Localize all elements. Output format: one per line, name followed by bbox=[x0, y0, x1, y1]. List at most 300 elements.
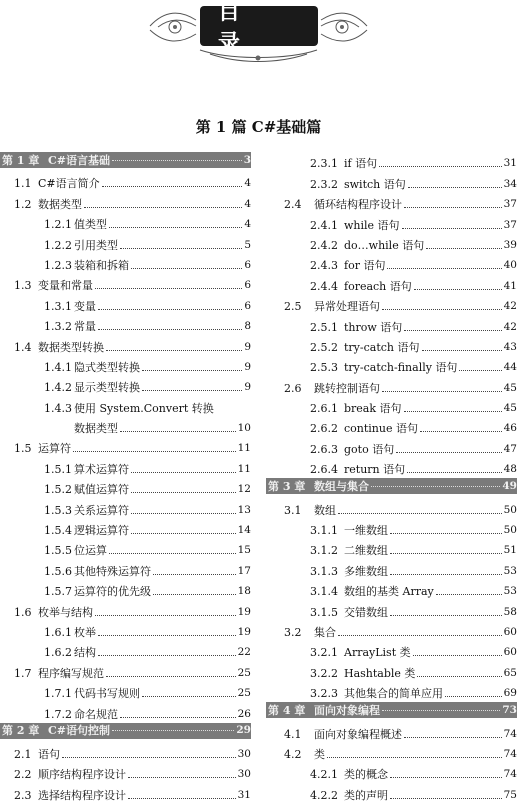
dot-leader bbox=[112, 730, 234, 731]
toc-entry[interactable] bbox=[0, 211, 251, 231]
toc-entry-title: 常量 bbox=[74, 320, 96, 334]
toc-entry-page: 25 bbox=[237, 687, 251, 700]
toc-entry[interactable] bbox=[0, 231, 251, 251]
toc-entry-title: C#语句控制 bbox=[48, 724, 110, 738]
toc-chapter-entry[interactable] bbox=[0, 723, 251, 739]
toc-entry-number: 1.6 bbox=[14, 605, 32, 619]
toc-entry[interactable] bbox=[266, 354, 517, 374]
toc-entry-number: 1.5.3 bbox=[44, 503, 72, 517]
toc-entry-page: 34 bbox=[503, 177, 517, 190]
toc-entry-number: 2.4.1 bbox=[310, 218, 338, 232]
dot-leader bbox=[379, 166, 502, 167]
dot-leader bbox=[142, 370, 242, 371]
toc-entry[interactable] bbox=[0, 476, 251, 496]
toc-entry-number: 3.2 bbox=[284, 625, 302, 639]
toc-entry-title: 数据类型 bbox=[74, 422, 118, 436]
toc-entry-title: 其他特殊运算符 bbox=[74, 564, 151, 578]
toc-entry-page: 42 bbox=[503, 320, 517, 333]
toc-entry-page: 65 bbox=[503, 666, 517, 679]
dot-leader bbox=[371, 486, 500, 487]
toc-entry[interactable] bbox=[266, 211, 517, 231]
toc-entry-page: 11 bbox=[237, 462, 251, 475]
toc-entry-title: 交错数组 bbox=[344, 605, 388, 619]
dot-leader bbox=[382, 309, 502, 310]
toc-entry[interactable] bbox=[266, 639, 517, 659]
toc-entry-title: 跳转控制语句 bbox=[314, 381, 380, 395]
toc-entry-page: 18 bbox=[237, 585, 251, 598]
toc-entry-page: 45 bbox=[503, 381, 517, 394]
toc-entry-page: 5 bbox=[244, 238, 251, 251]
toc-entry[interactable] bbox=[266, 293, 517, 313]
toc-entry[interactable] bbox=[266, 659, 517, 679]
toc-entry-page: 53 bbox=[503, 585, 517, 598]
toc-entry-number: 1.7.2 bbox=[44, 707, 72, 721]
toc-entry-title: 位运算 bbox=[74, 544, 107, 558]
dot-leader bbox=[404, 207, 502, 208]
toc-entry-number: 1.2.1 bbox=[44, 218, 72, 232]
dot-leader bbox=[338, 513, 502, 514]
toc-entry[interactable] bbox=[266, 395, 517, 415]
toc-entry[interactable] bbox=[266, 334, 517, 354]
toc-entry[interactable] bbox=[266, 761, 517, 781]
toc-entry[interactable] bbox=[0, 292, 251, 312]
toc-entry-title: 面向对象编程 bbox=[314, 703, 380, 717]
toc-entry-number: 2.6.2 bbox=[310, 422, 338, 436]
toc-heading: 目 录 bbox=[200, 6, 318, 46]
dot-leader bbox=[390, 533, 502, 534]
dot-leader bbox=[131, 533, 236, 534]
toc-entry[interactable] bbox=[0, 374, 251, 394]
dot-leader bbox=[102, 186, 243, 187]
dot-leader bbox=[417, 676, 501, 677]
dot-leader bbox=[128, 777, 236, 778]
toc-entry-number: 3.1.3 bbox=[310, 564, 338, 578]
dot-leader bbox=[422, 350, 502, 351]
dot-leader bbox=[142, 390, 242, 391]
toc-entry-page: 44 bbox=[503, 361, 517, 374]
toc-entry-page: 48 bbox=[503, 463, 517, 476]
dot-leader bbox=[404, 330, 501, 331]
toc-entry[interactable] bbox=[266, 741, 517, 761]
toc-entry-title: 运算符 bbox=[38, 442, 71, 456]
dot-leader bbox=[131, 268, 242, 269]
dot-leader bbox=[98, 635, 236, 636]
toc-entry-number: 2.3.1 bbox=[310, 157, 338, 171]
toc-entry[interactable] bbox=[266, 720, 517, 740]
toc-entry-number: 4.1 bbox=[284, 727, 302, 741]
toc-entry-page: 14 bbox=[237, 524, 251, 537]
toc-entry[interactable] bbox=[0, 496, 251, 516]
toc-entry-page: 6 bbox=[244, 299, 251, 312]
toc-entry-number: 第 2 章 bbox=[2, 724, 40, 738]
toc-entry-title: if 语句 bbox=[344, 157, 378, 171]
dot-leader bbox=[98, 655, 236, 656]
toc-entry-number: 1.5.6 bbox=[44, 564, 72, 578]
dot-leader bbox=[120, 717, 236, 718]
toc-entry-page: 6 bbox=[244, 258, 251, 271]
toc-entry[interactable] bbox=[266, 557, 517, 577]
toc-chapter-entry[interactable] bbox=[266, 478, 517, 494]
dot-leader bbox=[109, 227, 242, 228]
toc-entry[interactable] bbox=[0, 619, 251, 639]
toc-entry[interactable] bbox=[0, 394, 251, 414]
toc-entry-title: 顺序结构程序设计 bbox=[38, 768, 126, 782]
dot-leader bbox=[131, 492, 236, 493]
dot-leader bbox=[387, 268, 501, 269]
toc-entry-page: 30 bbox=[237, 768, 251, 781]
toc-entry-title: 值类型 bbox=[74, 218, 107, 232]
toc-entry[interactable] bbox=[266, 781, 517, 801]
toc-entry-title: 代码书写规则 bbox=[74, 687, 140, 701]
toc-entry[interactable] bbox=[266, 170, 517, 190]
dot-leader bbox=[106, 676, 236, 677]
toc-entry-number: 1.4 bbox=[14, 340, 32, 354]
toc-entry-page: 42 bbox=[503, 300, 517, 313]
dot-leader bbox=[142, 696, 236, 697]
toc-entry[interactable] bbox=[266, 537, 517, 557]
toc-entry-page: 19 bbox=[237, 625, 251, 638]
dot-leader bbox=[120, 431, 236, 432]
toc-entry[interactable] bbox=[0, 680, 251, 700]
toc-entry-page: 31 bbox=[237, 788, 251, 801]
dot-leader bbox=[73, 451, 236, 452]
dot-leader bbox=[62, 757, 236, 758]
toc-entry-page: 39 bbox=[503, 238, 517, 251]
toc-left-column bbox=[0, 150, 251, 802]
toc-entry-title: 面向对象编程概述 bbox=[314, 727, 402, 741]
toc-entry-title: 数组的基类 Array bbox=[344, 585, 434, 599]
toc-entry[interactable] bbox=[266, 496, 517, 516]
toc-entry-title: 其他集合的简单应用 bbox=[344, 687, 443, 701]
toc-entry-number: 1.3.1 bbox=[44, 299, 72, 313]
toc-entry[interactable] bbox=[0, 272, 251, 292]
toc-entry-title: 引用类型 bbox=[74, 238, 118, 252]
toc-entry-title: 枚举与结构 bbox=[38, 605, 93, 619]
toc-entry-title: 类的概念 bbox=[344, 768, 388, 782]
toc-entry[interactable] bbox=[0, 557, 251, 577]
toc-entry-page: 22 bbox=[237, 646, 251, 659]
toc-entry-number: 1.2 bbox=[14, 197, 32, 211]
dot-leader bbox=[109, 553, 236, 554]
toc-entry-title: break 语句 bbox=[344, 402, 402, 416]
toc-entry[interactable] bbox=[0, 700, 251, 720]
toc-entry-page: 37 bbox=[503, 218, 517, 231]
toc-entry-number: 1.5.7 bbox=[44, 585, 72, 599]
toc-entry-title: try-catch 语句 bbox=[344, 340, 420, 354]
toc-entry-title: 数据类型 bbox=[38, 197, 82, 211]
dot-leader bbox=[408, 187, 502, 188]
toc-entry-number: 2.4 bbox=[284, 198, 302, 212]
toc-entry-title: ArrayList 类 bbox=[344, 646, 411, 660]
toc-entry-title: switch 语句 bbox=[344, 177, 406, 191]
toc-entry-number: 3.1.2 bbox=[310, 544, 338, 558]
toc-entry-title: 集合 bbox=[314, 625, 336, 639]
toc-entry[interactable] bbox=[0, 598, 251, 618]
toc-entry-number: 1.4.2 bbox=[44, 381, 72, 395]
toc-entry-title: 逻辑运算符 bbox=[74, 524, 129, 538]
toc-entry-title: 算术运算符 bbox=[74, 462, 129, 476]
toc-entry-page: 43 bbox=[503, 340, 517, 353]
toc-entry-title: for 语句 bbox=[344, 259, 386, 273]
dot-leader bbox=[404, 411, 502, 412]
toc-entry-number: 2.5.3 bbox=[310, 361, 338, 375]
toc-entry-number: 2.3 bbox=[14, 788, 32, 802]
toc-entry-title: 变量 bbox=[74, 299, 96, 313]
toc-entry-page: 4 bbox=[244, 177, 251, 190]
toc-entry-title: 数据类型转换 bbox=[38, 340, 104, 354]
toc-entry-number: 1.5.2 bbox=[44, 483, 72, 497]
toc-entry[interactable] bbox=[0, 455, 251, 475]
toc-entry-page: 6 bbox=[244, 279, 251, 292]
toc-entry-title: 类 bbox=[314, 747, 325, 761]
toc-entry-page: 30 bbox=[237, 747, 251, 760]
toc-entry-number: 2.3.2 bbox=[310, 177, 338, 191]
dot-leader bbox=[407, 472, 502, 473]
dot-leader bbox=[390, 553, 502, 554]
toc-entry-title: C#语言基础 bbox=[48, 153, 110, 167]
toc-entry[interactable] bbox=[266, 150, 517, 170]
toc-chapter-entry[interactable] bbox=[266, 702, 517, 718]
dot-leader bbox=[390, 574, 502, 575]
toc-entry-page: 69 bbox=[503, 687, 517, 700]
toc-entry-title: 数组与集合 bbox=[314, 479, 369, 493]
toc-entry[interactable] bbox=[266, 619, 517, 639]
toc-entry[interactable] bbox=[0, 578, 251, 598]
toc-entry-number: 3.1.4 bbox=[310, 585, 338, 599]
dot-leader bbox=[436, 594, 502, 595]
toc-entry[interactable] bbox=[266, 680, 517, 700]
toc-entry-number: 4.2 bbox=[284, 747, 302, 761]
toc-entry-page: 60 bbox=[503, 625, 517, 638]
toc-entry-page: 74 bbox=[503, 747, 517, 760]
toc-entry-page: 47 bbox=[503, 442, 517, 455]
dot-leader bbox=[131, 472, 236, 473]
toc-entry-page: 50 bbox=[503, 503, 517, 516]
toc-entry-page: 74 bbox=[503, 727, 517, 740]
toc-entry-page: 74 bbox=[503, 768, 517, 781]
toc-entry-page: 45 bbox=[503, 402, 517, 415]
toc-entry[interactable] bbox=[0, 639, 251, 659]
dot-leader bbox=[106, 350, 242, 351]
toc-entry-number: 1.1 bbox=[14, 177, 32, 191]
toc-entry-page: 10 bbox=[237, 422, 251, 435]
toc-entry-number: 1.7.1 bbox=[44, 687, 72, 701]
toc-entry-number: 1.4.3 bbox=[44, 401, 72, 415]
toc-entry-page: 19 bbox=[237, 605, 251, 618]
dot-leader bbox=[402, 228, 502, 229]
toc-entry-page: 9 bbox=[244, 360, 251, 373]
toc-entry-number: 2.4.2 bbox=[310, 238, 338, 252]
dot-leader bbox=[95, 288, 242, 289]
dot-leader bbox=[459, 370, 501, 371]
toc-entry[interactable] bbox=[0, 190, 251, 210]
toc-entry[interactable] bbox=[266, 517, 517, 537]
toc-entry[interactable] bbox=[0, 537, 251, 557]
toc-entry[interactable] bbox=[0, 659, 251, 679]
toc-entry-title: 类的声明 bbox=[344, 788, 388, 802]
toc-entry-title: 选择结构程序设计 bbox=[38, 788, 126, 802]
toc-entry-number: 2.4.4 bbox=[310, 279, 338, 293]
toc-entry[interactable] bbox=[266, 578, 517, 598]
toc-entry[interactable] bbox=[266, 415, 517, 435]
toc-entry[interactable] bbox=[0, 415, 251, 435]
dot-leader bbox=[413, 655, 502, 656]
toc-entry-number: 第 3 章 bbox=[268, 479, 306, 493]
toc-entry-page: 15 bbox=[237, 544, 251, 557]
toc-entry[interactable] bbox=[266, 272, 517, 292]
toc-entry-title: 数组 bbox=[314, 503, 336, 517]
dot-leader bbox=[84, 207, 242, 208]
toc-entry[interactable] bbox=[266, 252, 517, 272]
toc-entry-number: 1.5.5 bbox=[44, 544, 72, 558]
toc-entry-number: 1.5.4 bbox=[44, 524, 72, 538]
dot-leader bbox=[128, 798, 236, 799]
toc-entry-title: 变量和常量 bbox=[38, 279, 93, 293]
toc-entry[interactable] bbox=[266, 313, 517, 333]
toc-chapter-entry[interactable] bbox=[0, 152, 251, 168]
toc-entry[interactable] bbox=[0, 781, 251, 801]
toc-entry[interactable] bbox=[0, 435, 251, 455]
dot-leader bbox=[95, 615, 236, 616]
toc-entry-page: 9 bbox=[244, 381, 251, 394]
toc-entry-number: 3.2.1 bbox=[310, 646, 338, 660]
toc-entry-page: 13 bbox=[237, 503, 251, 516]
dot-leader bbox=[414, 289, 502, 290]
toc-entry[interactable] bbox=[0, 741, 251, 761]
toc-entry-page: 9 bbox=[244, 340, 251, 353]
toc-entry-title: 命名规范 bbox=[74, 707, 118, 721]
dot-leader bbox=[120, 248, 242, 249]
dot-leader bbox=[396, 452, 501, 453]
toc-entry[interactable] bbox=[0, 170, 251, 190]
toc-entry-number: 2.4.3 bbox=[310, 259, 338, 273]
toc-right-column bbox=[266, 150, 517, 802]
toc-entry-number: 1.3 bbox=[14, 279, 32, 293]
toc-entry-page: 37 bbox=[503, 198, 517, 211]
toc-entry-page: 60 bbox=[503, 646, 517, 659]
toc-entry[interactable] bbox=[266, 598, 517, 618]
toc-entry-number: 2.1 bbox=[14, 747, 32, 761]
toc-entry-page: 11 bbox=[237, 442, 251, 455]
toc-entry-number: 2.2 bbox=[14, 768, 32, 782]
toc-entry-page: 75 bbox=[503, 788, 517, 801]
toc-entry-number: 2.5.1 bbox=[310, 320, 338, 334]
toc-entry-title: 结构 bbox=[74, 646, 96, 660]
toc-entry[interactable] bbox=[266, 191, 517, 211]
dot-leader bbox=[131, 513, 236, 514]
dot-leader bbox=[390, 798, 502, 799]
toc-entry-title: try-catch-finally 语句 bbox=[344, 361, 458, 375]
toc-entry[interactable] bbox=[0, 313, 251, 333]
toc-entry-title: 赋值运算符 bbox=[74, 483, 129, 497]
toc-entry[interactable] bbox=[266, 232, 517, 252]
toc-entry-page: 53 bbox=[503, 564, 517, 577]
dot-leader bbox=[390, 615, 502, 616]
toc-entry-page: 12 bbox=[237, 483, 251, 496]
toc-entry-page: 29 bbox=[236, 724, 251, 737]
toc-entry-title: 装箱和拆箱 bbox=[74, 258, 129, 272]
toc-entry-title: C#语言简介 bbox=[38, 177, 100, 191]
toc-entry-title: 一维数组 bbox=[344, 524, 388, 538]
toc-entry-page: 4 bbox=[244, 197, 251, 210]
part-title: 第 1 篇 C#基础篇 bbox=[195, 118, 322, 136]
toc-entry-title: 异常处理语句 bbox=[314, 300, 380, 314]
toc-entry-title: 程序编写规范 bbox=[38, 666, 104, 680]
dot-leader bbox=[420, 431, 502, 432]
toc-entry-number: 3.2.2 bbox=[310, 666, 338, 680]
toc-entry-number: 3.1.1 bbox=[310, 524, 338, 538]
toc-entry-number: 2.6.4 bbox=[310, 463, 338, 477]
toc-entry-number: 1.3.2 bbox=[44, 320, 72, 334]
toc-entry-number: 1.2.3 bbox=[44, 258, 72, 272]
toc-entry-page: 3 bbox=[243, 153, 251, 166]
dot-leader bbox=[382, 710, 500, 711]
dot-leader bbox=[112, 160, 242, 161]
toc-entry-page: 73 bbox=[502, 703, 517, 716]
toc-entry-page: 50 bbox=[503, 524, 517, 537]
dot-leader bbox=[98, 309, 242, 310]
toc-entry-title: do…while 语句 bbox=[344, 238, 425, 252]
toc-entry[interactable] bbox=[266, 435, 517, 455]
toc-entry-number: 2.6.3 bbox=[310, 442, 338, 456]
toc-entry-page: 49 bbox=[502, 479, 517, 492]
toc-entry-number: 第 1 章 bbox=[2, 153, 40, 167]
toc-entry-page: 4 bbox=[244, 218, 251, 231]
toc-entry[interactable] bbox=[0, 354, 251, 374]
dot-leader bbox=[382, 391, 502, 392]
toc-entry-page: 17 bbox=[237, 564, 251, 577]
toc-entry[interactable] bbox=[0, 761, 251, 781]
toc-entry-number: 2.5.2 bbox=[310, 340, 338, 354]
toc-entry-page: 26 bbox=[237, 707, 251, 720]
toc-entry-number: 1.5.1 bbox=[44, 462, 72, 476]
toc-entry-number: 1.5 bbox=[14, 442, 32, 456]
toc-entry-title: return 语句 bbox=[344, 463, 406, 477]
toc-entry-number: 3.2.3 bbox=[310, 687, 338, 701]
toc-entry-number: 1.6.1 bbox=[44, 625, 72, 639]
dot-leader bbox=[426, 248, 501, 249]
dot-leader bbox=[404, 737, 502, 738]
toc-entry[interactable] bbox=[266, 374, 517, 394]
toc-entry-title: 二维数组 bbox=[344, 544, 388, 558]
toc-entry-page: 8 bbox=[244, 320, 251, 333]
toc-entry-title: 关系运算符 bbox=[74, 503, 129, 517]
toc-entry-title: 多维数组 bbox=[344, 564, 388, 578]
toc-entry-number: 1.2.2 bbox=[44, 238, 72, 252]
toc-entry-page: 41 bbox=[503, 279, 517, 292]
toc-entry-title: 隐式类型转换 bbox=[74, 360, 140, 374]
toc-entry[interactable] bbox=[0, 333, 251, 353]
toc-entry-number: 2.5 bbox=[284, 300, 302, 314]
dot-leader bbox=[445, 696, 502, 697]
toc-entry-title: 循环结构程序设计 bbox=[314, 198, 402, 212]
toc-entry-title: Hashtable 类 bbox=[344, 666, 416, 680]
toc-entry-title: 运算符的优先级 bbox=[74, 585, 151, 599]
toc-entry[interactable] bbox=[0, 517, 251, 537]
dot-leader bbox=[98, 329, 242, 330]
dot-leader bbox=[327, 757, 502, 758]
toc-entry[interactable] bbox=[266, 456, 517, 476]
toc-entry-number: 第 4 章 bbox=[268, 703, 306, 717]
toc-entry-number: 2.6 bbox=[284, 381, 302, 395]
toc-entry-title: 语句 bbox=[38, 747, 60, 761]
toc-entry-title: continue 语句 bbox=[344, 422, 418, 436]
toc-entry[interactable] bbox=[0, 252, 251, 272]
dot-leader bbox=[153, 574, 236, 575]
toc-entry-number: 4.2.1 bbox=[310, 768, 338, 782]
toc-entry-number: 1.7 bbox=[14, 666, 32, 680]
toc-entry-title: goto 语句 bbox=[344, 442, 395, 456]
